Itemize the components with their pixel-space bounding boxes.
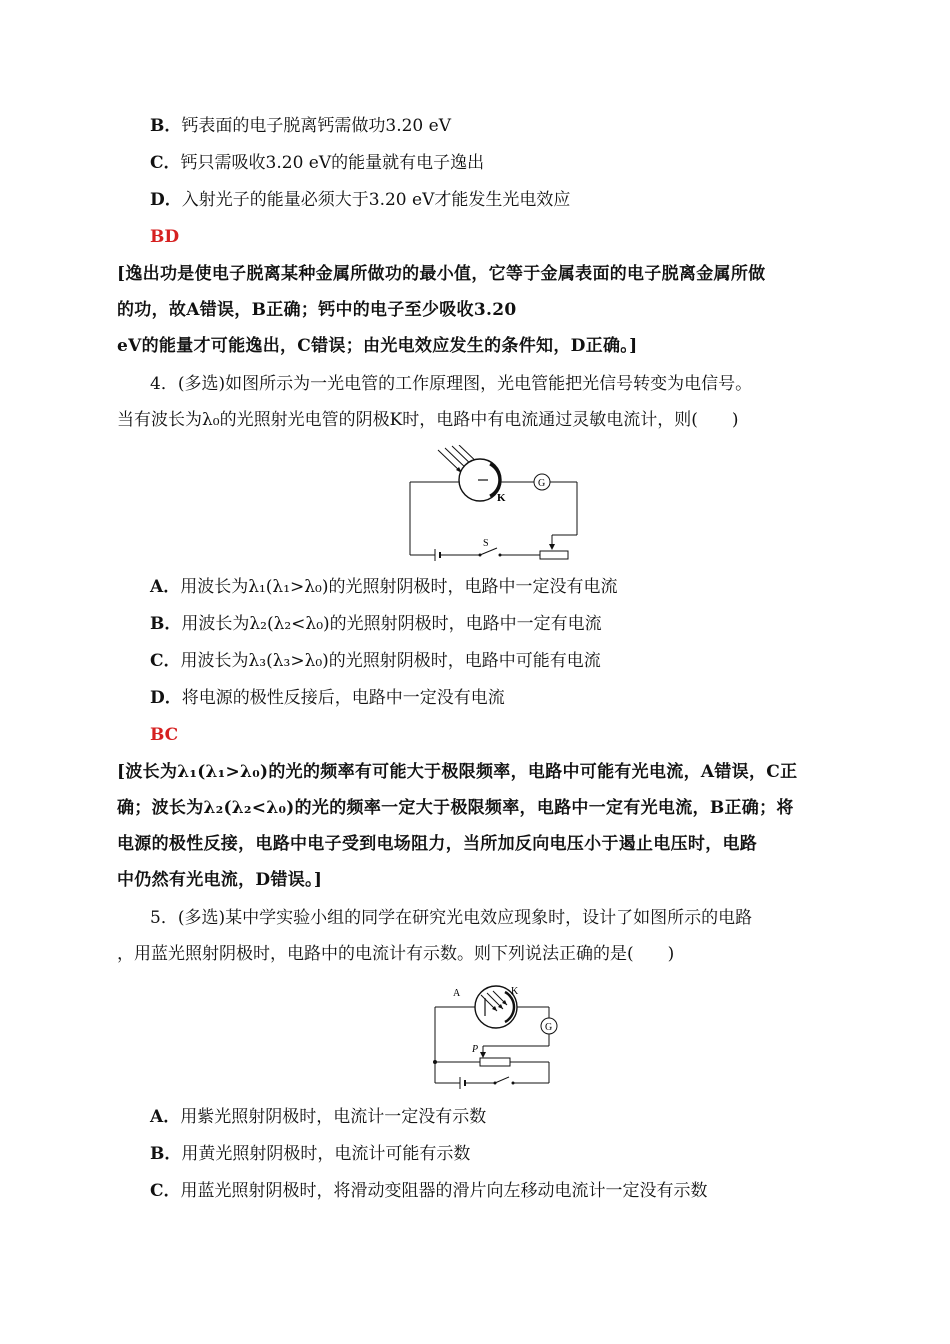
q4-phototube-circuit-figure — [400, 445, 590, 565]
label-s: S — [483, 538, 489, 549]
q3-explanation-line-1: [逸出功是使电子脱离某种金属所做功的最小值，它等于金属表面的电子脱离金属所做 — [117, 264, 766, 284]
q3-option-d: D．入射光子的能量必须大于3.20 eV才能发生光电效应 — [150, 190, 571, 210]
q5-stem-line-1: 5．(多选)某中学实验小组的同学在研究光电效应现象时，设计了如图所示的电路 — [150, 908, 753, 928]
q3-explanation-line-2: 的功，故A错误，B正确；钙中的电子至少吸收3.20 — [117, 300, 517, 320]
q5-option-c: C．用蓝光照射阴极时，将滑动变阻器的滑片向左移动电流计一定没有示数 — [150, 1181, 708, 1201]
q4-explanation-line-2: 确；波长为λ₂(λ₂<λ₀)的光的频率一定大于极限频率，电路中一定有光电流，B正确；将 — [117, 798, 794, 818]
switch — [495, 1077, 509, 1083]
q3-answer: BD — [150, 227, 180, 247]
label-a: A — [453, 988, 461, 999]
q3-explanation-line-3: eV的能量才可能逸出，C错误；由光电效应发生的条件知，D正确。] — [117, 336, 638, 356]
q5-stem-line-2: ，用蓝光照射阴极时，电路中的电流计有示数。则下列说法正确的是( ) — [117, 944, 675, 964]
label-k: K — [497, 492, 506, 504]
q5-option-b: B．用黄光照射阴极时，电流计可能有示数 — [150, 1144, 471, 1164]
switch-s — [480, 548, 497, 555]
q4-option-b: B．用波长为λ₂(λ₂<λ₀)的光照射阴极时，电路中一定有电流 — [150, 614, 602, 634]
q4-explanation-line-1: [波长为λ₁(λ₁>λ₀)的光的频率有可能大于极限频率，电路中可能有光电流，A错误，C正 — [117, 762, 798, 782]
label-p: P — [472, 1044, 479, 1055]
q4-option-d: D．将电源的极性反接后，电路中一定没有电流 — [150, 688, 505, 708]
label-g: G — [538, 478, 546, 489]
q4-explanation-line-3: 电源的极性反接，电路中电子受到电场阻力，当所加反向电压小于遏止电压时，电路 — [117, 834, 758, 854]
q5-photoelectric-circuit-figure — [425, 980, 560, 1090]
q5-option-a: A．用紫光照射阴极时，电流计一定没有示数 — [150, 1107, 487, 1127]
label-g: G — [545, 1022, 553, 1033]
q4-option-a: A．用波长为λ₁(λ₁>λ₀)的光照射阴极时，电路中一定没有电流 — [150, 577, 618, 597]
rheostat — [540, 551, 568, 559]
q4-answer: BC — [150, 725, 179, 745]
q3-option-b: B．钙表面的电子脱离钙需做功3.20 eV — [150, 116, 451, 136]
q4-stem-line-2: 当有波长为λ₀的光照射光电管的阴极K时，电路中有电流通过灵敏电流计，则( ) — [117, 410, 739, 430]
rheostat — [480, 1058, 510, 1066]
q4-option-c: C．用波长为λ₃(λ₃>λ₀)的光照射阴极时，电路中可能有电流 — [150, 651, 601, 671]
q3-option-c: C．钙只需吸收3.20 eV的能量就有电子逸出 — [150, 153, 485, 173]
label-k: K — [511, 986, 519, 997]
q4-stem-line-1: 4．(多选)如图所示为一光电管的工作原理图，光电管能把光信号转变为电信号。 — [150, 374, 753, 394]
q4-explanation-line-4: 中仍然有光电流，D错误。] — [117, 870, 323, 890]
